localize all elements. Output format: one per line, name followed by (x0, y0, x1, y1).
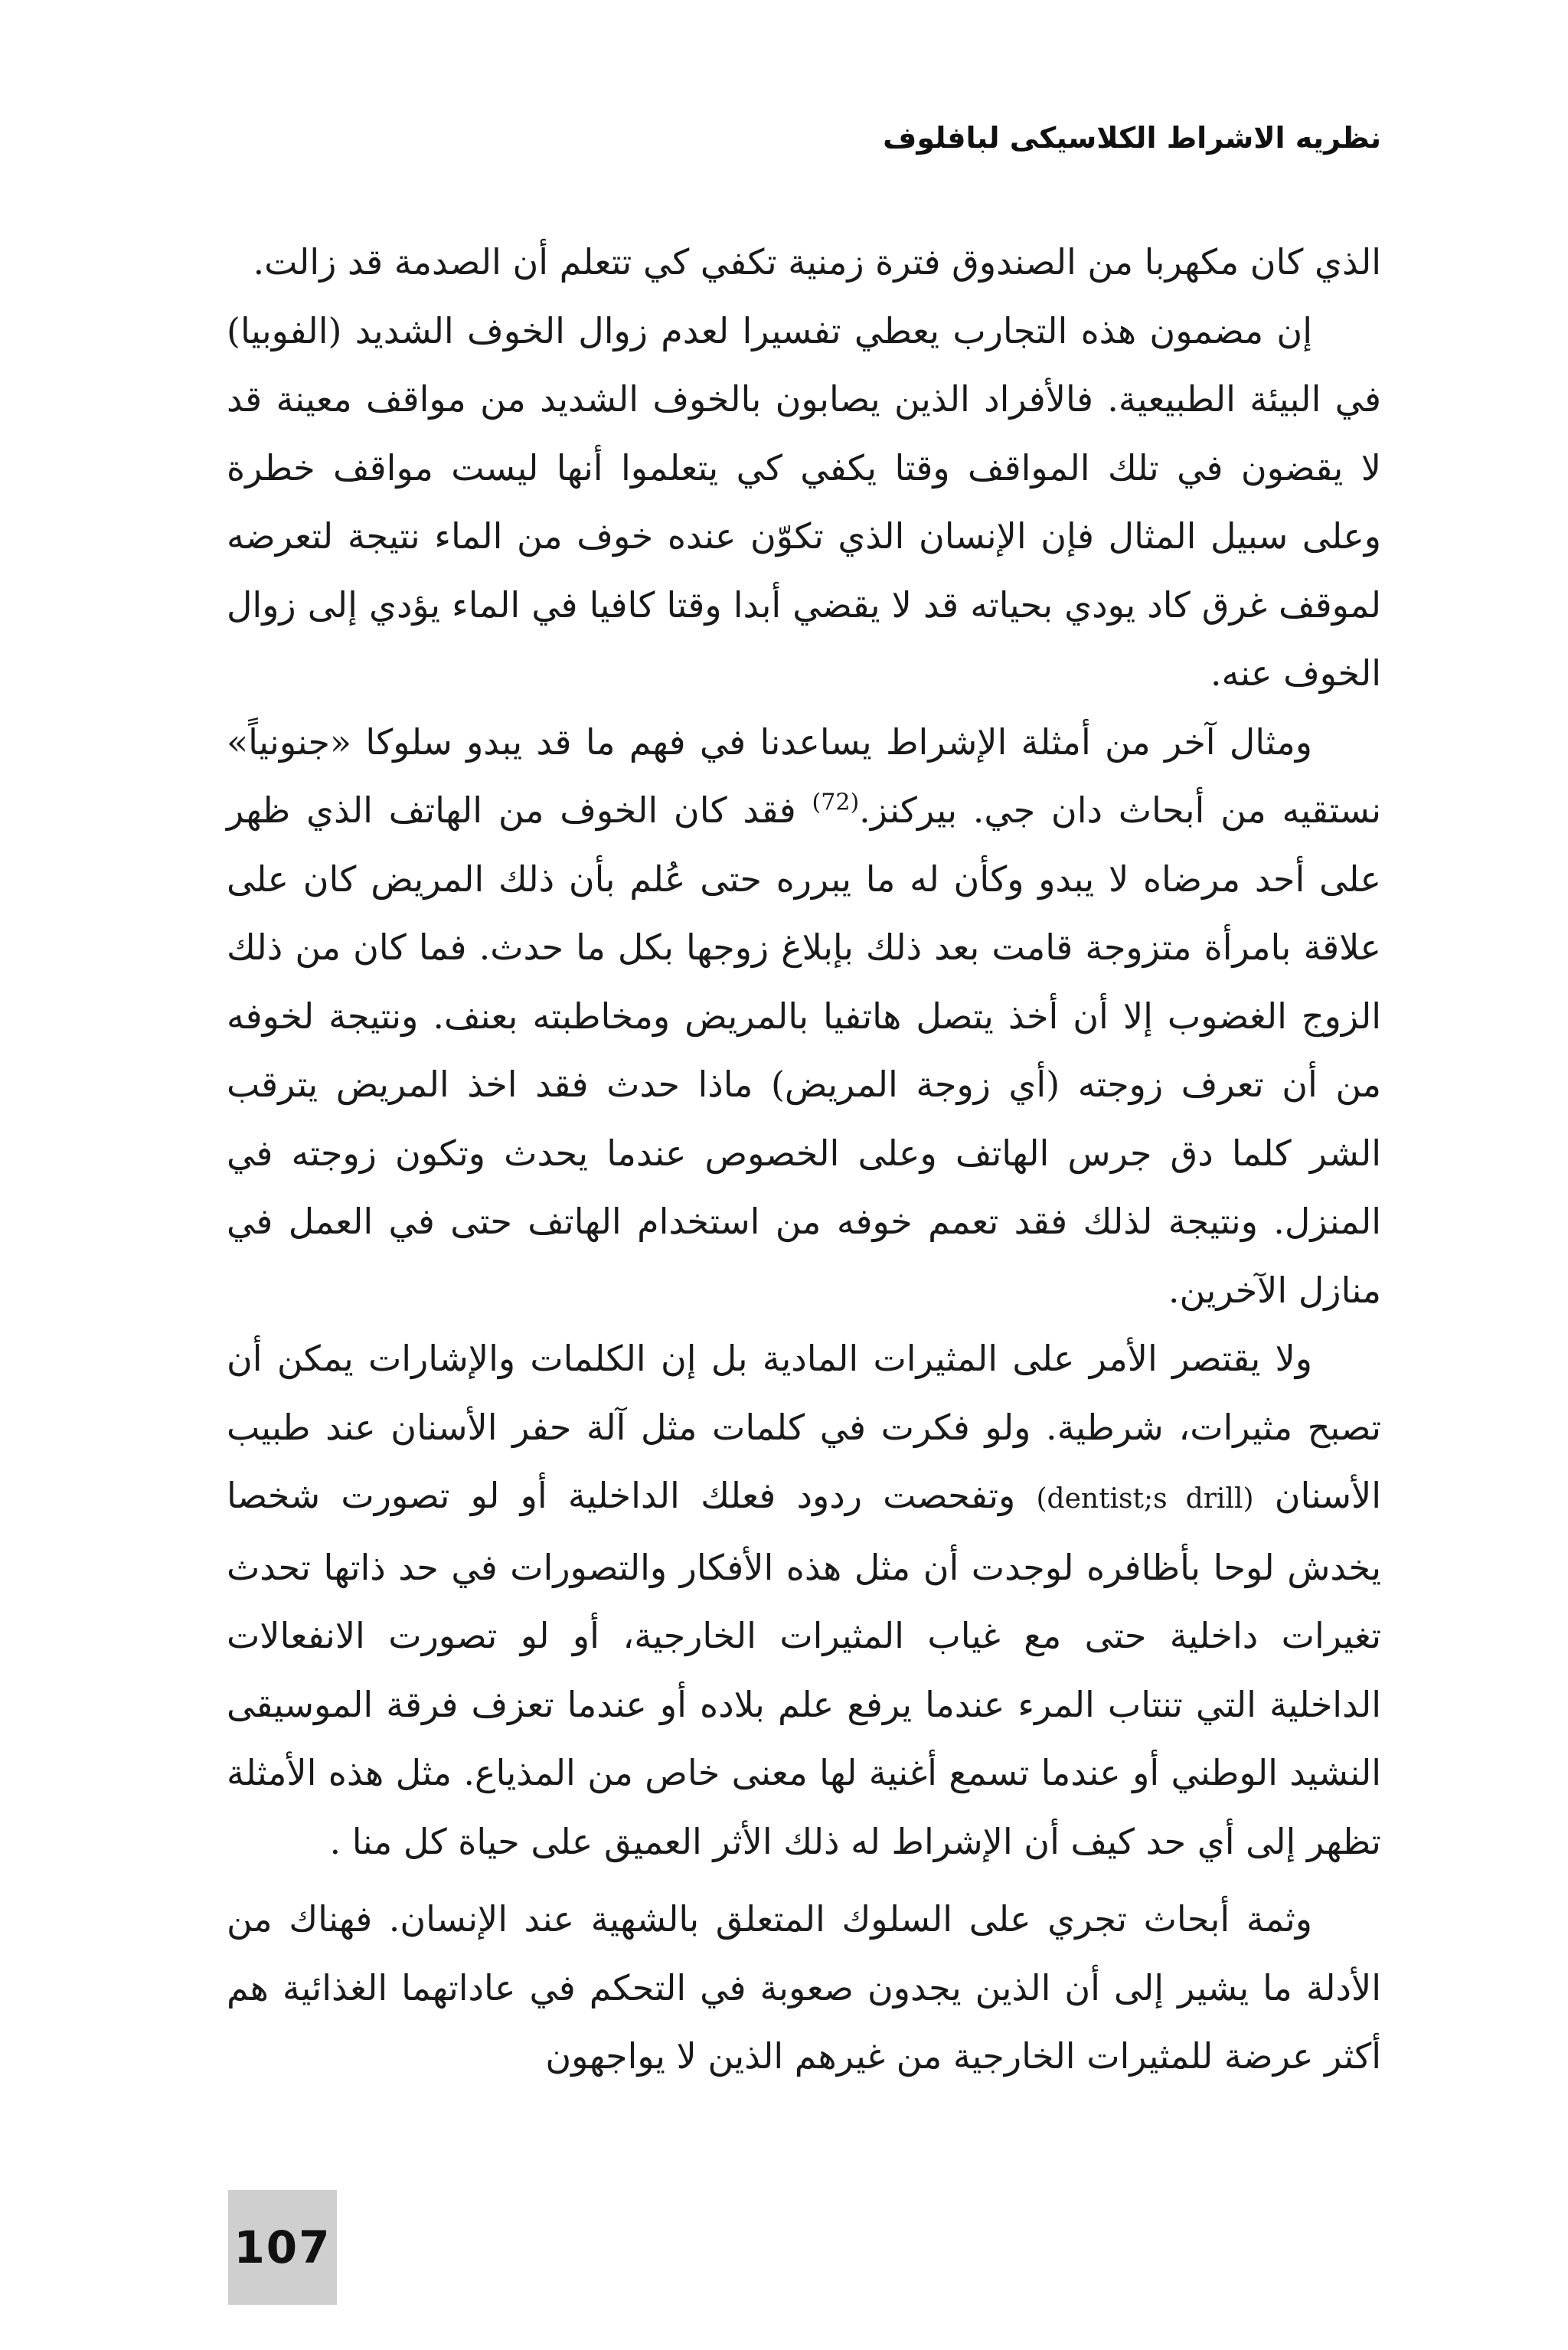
footnote-reference: (72) (812, 789, 860, 816)
latin-term: (dentist;s drill) (1036, 1483, 1254, 1515)
paragraph-continuation: الذي كان مكهربا من الصندوق فترة زمنية تكفي كي تتعلم أن الصدمة قد زالت. (253, 241, 1381, 283)
paragraph-words-as-stimuli (227, 1325, 1381, 1876)
paragraph-telephone-example (227, 708, 1381, 1325)
page-number: 107 (234, 2221, 332, 2273)
page-number-box (228, 2190, 337, 2305)
paragraph-phobia: إن مضمون هذه التجارب يعطي تفسيرا لعدم زوال الخوف الشديد (الفوبيا) في البيئة الطبيعية. فالأفراد الذين يصابون بالخوف الشديد من مواقف معينة قد لا يقضون في تلك المواقف وقتا يكفي كي يتعلموا أنها ليست مواقف خطرة وعلى سبيل المثال فإن الإنسان الذي تكوّن عنده خوف من الماء نتيجة لتعرضه لموقف غرق كاد يودي بحياته قد لا يقضي أبدا وقتا كافيا في الماء يؤدي إلى زوال الخوف عنه. (227, 309, 1381, 694)
paragraph-telephone-text-a: ومثال آخر من أمثلة الإشراط يساعدنا في فهم ما قد يبدو سلوكا «جنونياً» نستقيه من أبحاث دان جي. بيركنز. (227, 721, 1382, 831)
paragraph-telephone-text-b: فقد كان الخوف من الهاتف الذي ظهر على أحد مرضاه لا يبدو وكأن له ما يبرره حتى عُلم بأن ذلك المريض كان على علاقة بامرأة متزوجة قامت بعد ذلك بإبلاغ زوجها بكل ما حدث. فما كان من ذلك الزوج الغضوب إلا أن أخذ يتصل هاتفيا بالمريض ومخاطبته بعنف. ونتيجة لخوفه من أن تعرف زوجته (أي زوجة المريض) ماذا حدث فقد اخذ المريض يترقب الشر كلما دق جرس الهاتف وعلى الخصوص عندما يحدث وتكون زوجته في المنزل. ونتيجة لذلك فقد تعمم خوفه من استخدام الهاتف حتى في العمل في منازل الآخرين. (227, 789, 1381, 1311)
paragraph-appetite: وثمة أبحاث تجري على السلوك المتعلق بالشهية عند الإنسان. فهناك من الأدلة ما يشير إلى أن الذين يجدون صعوبة في التحكم في عاداتهما الغذائية هم أكثر عرضة للمثيرات الخارجية من غيرهم الذين لا يواجهون (227, 1898, 1381, 2077)
paragraph-words-text-a: ولا يقتصر الأمر على المثيرات المادية بل إن الكلمات والإشارات يمكن أن تصبح مثيرات، شرطية. ولو فكرت في كلمات مثل آلة حفر الأسنان عند طبيب الأسنان (227, 1338, 1382, 1516)
running-header (227, 115, 1381, 161)
paragraph-words-text-b: وتفحصت ردود فعلك الداخلية أو لو تصورت شخصا يخدش لوحا بأظافره لوجدت أن مثل هذه الأفكار والتصورات في حد ذاتها تحدث تغيرات داخلية حتى مع غياب المثيرات الخارجية، أو لو تصورت الانفعالات الداخلية التي تنتاب المرء عندما يرفع علم بلاده أو عندما تعزف فرقة الموسيقى النشيد الوطني أو عندما تسمع أغنية لها معنى خاص من المذياع. مثل هذه الأمثلة تظهر إلى أي حد كيف أن الإشراط له ذلك الأثر العميق على حياة كل منا . (227, 1475, 1382, 1862)
body-text (227, 228, 1381, 2091)
chapter-title: نظريه الاشراط الكلاسيكى لبافلوف (883, 121, 1381, 155)
